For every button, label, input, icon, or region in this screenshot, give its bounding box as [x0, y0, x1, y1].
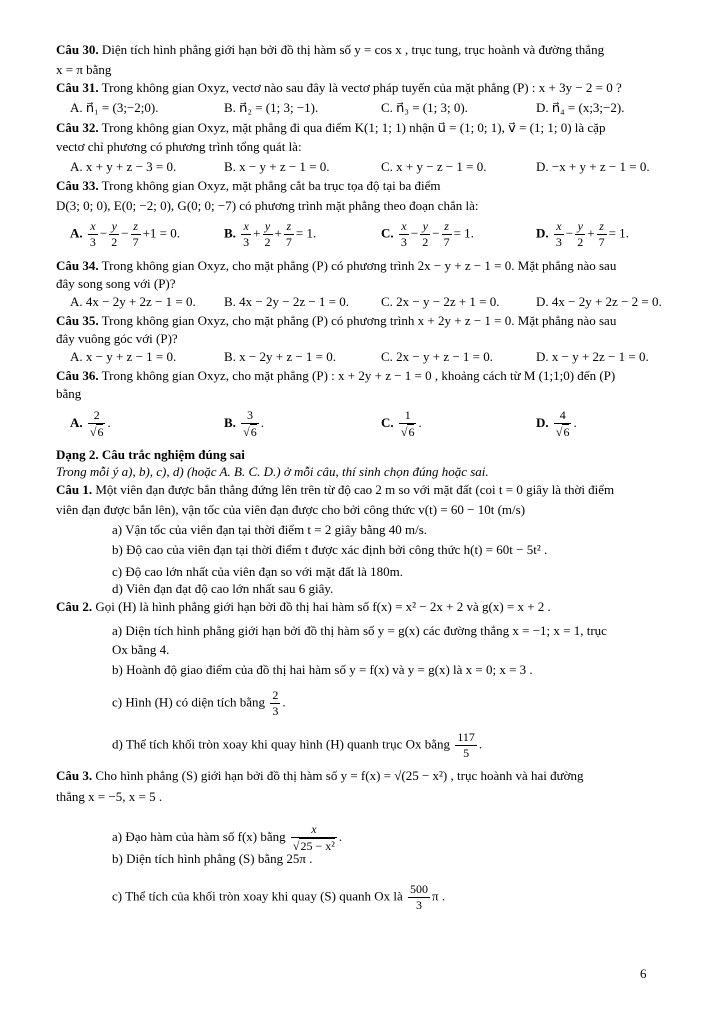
fraction [399, 219, 409, 250]
q30-cont-text: x = π bằng [56, 62, 112, 77]
numerator: x [554, 219, 564, 235]
tf1-label: Câu 1. [56, 482, 93, 497]
fraction [88, 219, 98, 250]
numerator: 117 [457, 730, 475, 744]
fraction [109, 219, 119, 250]
tf1-cont [56, 502, 673, 518]
denominator: 2 [577, 235, 584, 249]
q36-option-a-label: A. [70, 414, 83, 430]
fraction [408, 882, 430, 913]
numerator: 2 [272, 688, 279, 702]
numerator: y [575, 219, 585, 235]
fraction [270, 688, 280, 719]
q36-option-d: D. $\frac{4}{√6}$ . [536, 408, 577, 439]
equation-tail: = 1. [453, 225, 474, 241]
denominator: √6 [555, 425, 570, 439]
tf2-statement-c: c) Hình (H) có diện tích bằng $\frac{2}{3}$ . [112, 688, 286, 718]
tf3-c-text: c) Thể tích của khối tròn xoay khi quay (S) quanh Ox là [112, 888, 403, 904]
denominator: 2 [264, 235, 271, 249]
denominator: 2 [422, 235, 429, 249]
q33-line [56, 178, 673, 194]
q34-option-c: C. 2x − y − 2z + 1 = 0. [381, 294, 500, 309]
q33-option-b [224, 219, 316, 250]
q33-option-b-label: B. [224, 225, 236, 241]
q33-label: Câu 33. [56, 178, 99, 193]
q30-cont [56, 62, 673, 78]
tf2-line [56, 599, 673, 615]
numerator: 3 [241, 408, 259, 424]
q35-option-a: A. x − y + z − 1 = 0. [70, 349, 177, 364]
numerator: y [263, 219, 273, 235]
fraction [284, 219, 294, 250]
denominator: 7 [598, 235, 605, 249]
denominator: 5 [463, 746, 470, 760]
fraction [263, 219, 273, 250]
q32-cont-text: vectơ chỉ phương có phương trình tổng quát là: [56, 139, 302, 154]
q32-option-c: C. x + y − z − 1 = 0. [381, 159, 487, 174]
tf3-line [56, 768, 673, 784]
tf1-cont-text: viên đạn được bắn lên), vận tốc của viên đạn được cho bởi công thức v(t) = 60 − 10t (m/s) [56, 502, 526, 517]
q36-option-c: C. $\frac{1}{√6}$ . [381, 408, 422, 439]
denominator: 3 [89, 235, 96, 249]
operator: − [99, 225, 108, 241]
tf1-text: Một viên đạn được bắn thẳng đứng lên trên từ độ cao 2 m so với mặt đất (coi t = 0 giây là thời điểm [95, 482, 615, 497]
q30-line [56, 42, 673, 58]
tf3-a-text: a) Đạo hàm của hàm số f(x) bằng [112, 828, 286, 844]
q35-option-b: B. x − 2y + z − 1 = 0. [224, 349, 337, 364]
tf3-statement-b: b) Diện tích hình phẳng (S) bằng 25π . [112, 851, 313, 866]
numerator: z [597, 219, 607, 235]
tf2-d-text: d) Thể tích khối tròn xoay khi quay hình (H) quanh trục Ox bằng [112, 736, 451, 752]
equation-tail: = 1. [608, 225, 629, 241]
fraction [575, 219, 585, 250]
fraction [455, 730, 477, 761]
numerator: 500 [410, 882, 428, 896]
numerator: 1 [399, 408, 417, 424]
operator: + [587, 225, 595, 241]
q34-option-d: D. 4x − 2y + 2z − 2 = 0. [536, 294, 662, 309]
q31-option-d: D. n⃗₄ = (x;3;−2). [536, 100, 625, 115]
numerator: z [131, 219, 141, 235]
numerator: z [284, 219, 294, 235]
q36-option-c-label: C. [381, 414, 394, 430]
q32-line [56, 120, 673, 136]
operator: + [253, 225, 261, 241]
q35-line [56, 313, 673, 329]
tf3-text: Cho hình phẳng (S) giới hạn bởi đồ thị hàm số y = f(x) = √(25 − x²) , trục hoành và hai đường [95, 768, 584, 783]
fraction [597, 219, 607, 250]
q36-option-a: A. $\frac{2}{√6}$ . [70, 408, 111, 439]
numerator: 4 [554, 408, 572, 424]
q32-option-b: B. x − y + z − 1 = 0. [224, 159, 330, 174]
q35-label: Câu 35. [56, 313, 99, 328]
fraction [131, 219, 141, 250]
q36-option-b: B. $\frac{3}{√6}$ . [224, 408, 265, 439]
fraction [241, 408, 259, 440]
q31-text: Trong không gian Oxyz, vectơ nào sau đây là vectơ pháp tuyến của mặt phẳng (P) : x + 3y − 2 = 0 ? [101, 80, 622, 95]
q34-cont [56, 276, 673, 292]
fraction [291, 822, 337, 854]
operator: + [274, 225, 282, 241]
denominator: 3 [272, 704, 279, 718]
q32-option-d: D. −x + y + z − 1 = 0. [536, 159, 650, 174]
denominator: 3 [400, 235, 407, 249]
tf1-statement-d: d) Viên đạn đạt độ cao lớn nhất sau 6 giây. [112, 581, 334, 596]
q32-text: Trong không gian Oxyz, mặt phẳng đi qua điểm K(1; 1; 1) nhận u⃗ = (1; 0; 1), v⃗ = (1; 1; 0) là cặp [101, 120, 606, 135]
tf3-c-post: π . [432, 888, 446, 904]
q36-line [56, 368, 673, 384]
denominator: √6 [89, 425, 104, 439]
q36-text: Trong không gian Oxyz, cho mặt phẳng (P) : x + 2y + z − 1 = 0 , khoảng cách từ M (1;1;0) đến (P) [101, 368, 616, 383]
q30-text: Diện tích hình phẳng giới hạn bởi đồ thị hàm số y = cos x , trục tung, trục hoành và đường thẳng [101, 42, 605, 57]
q34-line [56, 258, 673, 274]
fraction [554, 219, 564, 250]
tf2-label: Câu 2. [56, 599, 93, 614]
tf3-cont [56, 789, 673, 805]
q36-option-d-label: D. [536, 414, 549, 430]
q35-cont-text: đây vuông góc với (P)? [56, 331, 178, 346]
numerator: z [442, 219, 452, 235]
tf3-label: Câu 3. [56, 768, 93, 783]
denominator: 7 [285, 235, 292, 249]
q33-option-a [70, 219, 180, 250]
radicand: 6 [97, 425, 104, 439]
denominator: 7 [132, 235, 139, 249]
denominator: 3 [555, 235, 562, 249]
q36-cont-text: bằng [56, 386, 82, 401]
numerator: x [241, 219, 251, 235]
tf1-statement-a: a) Vận tốc của viên đạn tại thời điểm t = 2 giây bằng 40 m/s. [112, 522, 428, 537]
q36-label: Câu 36. [56, 368, 99, 383]
q31-option-a: A. n⃗₁ = (3;−2;0). [70, 100, 159, 115]
fraction [88, 408, 106, 440]
numerator: x [399, 219, 409, 235]
q31-line [56, 80, 673, 96]
denominator: √6 [400, 425, 415, 439]
tf2-text: Gọi (H) là hình phẳng giới hạn bởi đồ thị hai hàm số f(x) = x² − 2x + 2 và g(x) = x + 2 . [95, 599, 551, 614]
tf1-statement-b: b) Độ cao của viên đạn tại thời điểm t được xác định bởi công thức h(t) = 60t − 5t² . [112, 542, 548, 557]
q34-option-b: B. 4x − 2y − 2z − 1 = 0. [224, 294, 350, 309]
q31-option-c: C. n⃗₃ = (1; 3; 0). [381, 100, 468, 115]
q33-option-c-label: C. [381, 225, 394, 241]
q36-cont [56, 386, 673, 402]
operator: − [432, 225, 440, 241]
q32-label: Câu 32. [56, 120, 99, 135]
tf3-statement-c [112, 882, 673, 913]
tf1-line [56, 482, 673, 498]
q33-option-d-label: D. [536, 225, 549, 241]
denominator: 2 [111, 235, 118, 249]
q35-option-d: D. x − y + 2z − 1 = 0. [536, 349, 649, 364]
fraction [420, 219, 430, 250]
q34-option-a: A. 4x − 2y + 2z − 1 = 0. [70, 294, 196, 309]
q36-option-b-label: B. [224, 414, 236, 430]
radicand: 25 − x² [300, 839, 335, 853]
numerator: y [420, 219, 430, 235]
tf2-statement-a-cont: Ox bằng 4. [112, 642, 170, 657]
equation-tail: +1 = 0. [142, 225, 180, 241]
q33-cont-text: D(3; 0; 0), E(0; −2; 0), G(0; 0; −7) có phương trình mặt phẳng theo đoạn chắn là: [56, 198, 479, 213]
q35-option-c: C. 2x − y + z − 1 = 0. [381, 349, 494, 364]
operator: − [121, 225, 129, 241]
q33-option-a-label: A. [70, 225, 83, 241]
radicand: 6 [250, 425, 257, 439]
tf2-statement-a: a) Diện tích hình phẳng giới hạn bởi đồ thị hàm số y = g(x) các đường thẳng x = −1; x = 1, trục [112, 623, 607, 638]
q33-option-c [381, 219, 474, 250]
q33-cont [56, 198, 673, 214]
fraction [399, 408, 417, 440]
tf3-cont-text: thẳng x = −5, x = 5 . [56, 789, 163, 804]
denominator: √25 − x² [292, 839, 335, 853]
numerator: x [88, 219, 98, 235]
equation-tail: = 1. [295, 225, 317, 241]
fraction [241, 219, 251, 250]
denominator: √6 [243, 425, 257, 439]
denominator: 3 [243, 235, 250, 249]
denominator: 3 [416, 898, 422, 912]
tf2-c-text: c) Hình (H) có diện tích bằng [112, 694, 266, 710]
q32-option-a: A. x + y + z − 3 = 0. [70, 159, 177, 174]
q33-text: Trong không gian Oxyz, mặt phẳng cắt ba trục tọa độ tại ba điểm [101, 178, 441, 193]
q33-option-d [536, 219, 629, 250]
tf1-statement-c: c) Độ cao lớn nhất của viên đạn so với mặt đất là 180m. [112, 564, 404, 579]
tf2-statement-b: b) Hoành độ giao điểm của đồ thị hai hàm số y = f(x) và y = g(x) là x = 0; x = 3 . [112, 662, 533, 677]
q35-cont [56, 331, 673, 347]
tf2-statement-d: d) Thể tích khối tròn xoay khi quay hình (H) quanh trục Ox bằng $\frac{117}{5}$ . [112, 730, 483, 760]
numerator: x [291, 822, 337, 838]
q31-label: Câu 31. [56, 80, 99, 95]
q32-cont [56, 139, 673, 155]
fraction [442, 219, 452, 250]
denominator: 7 [443, 235, 450, 249]
q31-option-b: B. n⃗₂ = (1; 3; −1). [224, 100, 319, 115]
radicand: 6 [563, 425, 570, 439]
q34-label: Câu 34. [56, 258, 99, 273]
radicand: 6 [408, 425, 415, 439]
q34-text: Trong không gian Oxyz, cho mặt phẳng (P) có phương trình 2x − y + z − 1 = 0. Mặt phẳng nào sau [101, 258, 617, 273]
tf3-statement-a: a) Đạo hàm của hàm số f(x) bằng $\frac{x}{\text{√25 − x²}}$ . [112, 822, 343, 853]
q30-label: Câu 30. [56, 42, 99, 57]
operator: − [565, 225, 574, 241]
fraction [554, 408, 572, 440]
numerator: 2 [88, 408, 106, 424]
operator: − [410, 225, 419, 241]
page-number: 6 [640, 966, 647, 981]
section-instruction: Trong mỗi ý a), b), c), d) (hoặc A. B. C. D.) ở mỗi câu, thí sinh chọn đúng hoặc sai. [56, 464, 489, 479]
section-title: Dạng 2. Câu trắc nghiệm đúng sai [56, 447, 245, 462]
q34-cont-text: đây song song với (P)? [56, 276, 176, 291]
q35-text: Trong không gian Oxyz, cho mặt phẳng (P) có phương trình x + 2y + z − 1 = 0. Mặt phẳng nào sau [101, 313, 617, 328]
numerator: y [109, 219, 119, 235]
